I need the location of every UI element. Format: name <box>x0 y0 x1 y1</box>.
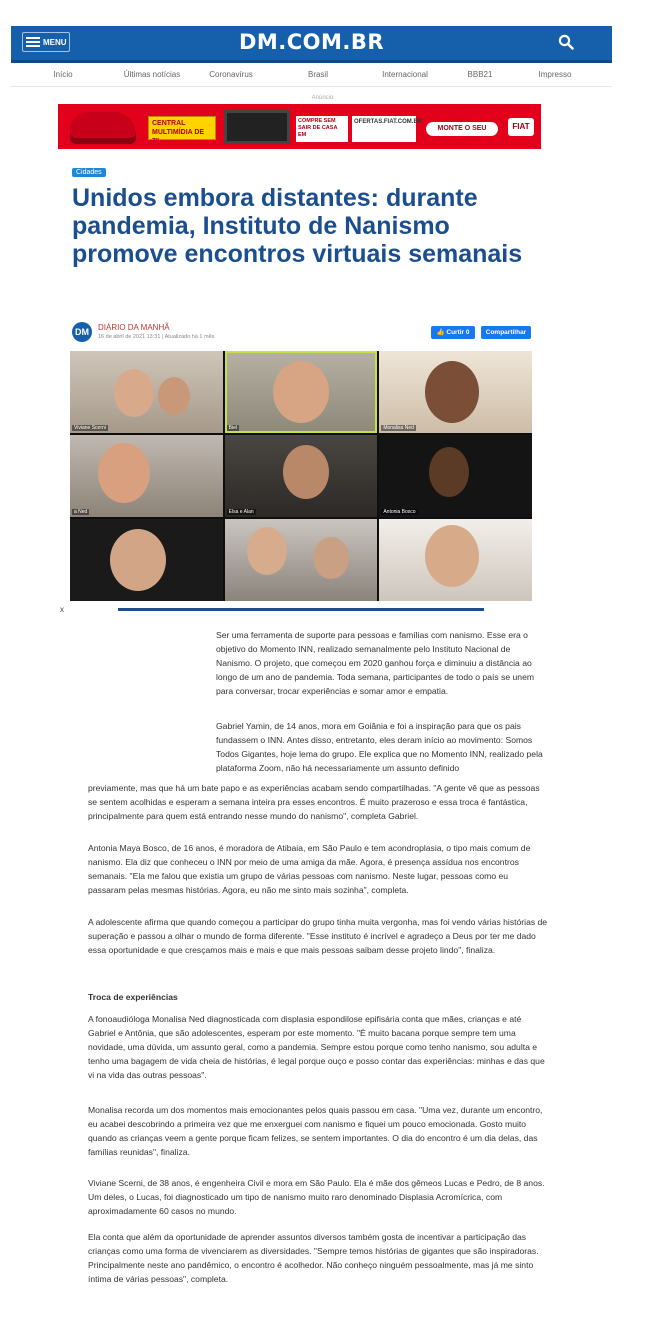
participant-name: Antonia Bosco <box>383 509 416 515</box>
nav-item-bbb21[interactable]: BBB21 <box>467 70 493 79</box>
participant-name: a Ned <box>74 509 88 515</box>
article-paragraph: Viviane Scerni, de 38 anos, é engenheira Civil e mora em São Paulo. Ela é mãe dos gêmeos Lucas e Pedro, de 8 anos. Um deles, o Lucas, foi diagnosticado um tipo de nanismo muito raro denominado Displasia Acromícrica, com aproximadamente 60 casos no mundo. <box>88 1178 545 1216</box>
car-image <box>70 112 136 144</box>
nav-item-brasil[interactable]: Brasil <box>307 70 328 79</box>
article-paragraph: Ela conta que além da oportunidade de aprender assuntos diversos também gosta de incentivar a participação das crianças como uma forma de vivenciarem as diversidades. "Sempre temos histórias de gigantes que são inspiradoras. Principalmente neste ano pandêmico, o encontro é acolhedor. Não conheço ninguém pessoalmente, mas já me sinto íntima de várias pessoas", completa. <box>88 1232 539 1284</box>
photo-tile <box>225 519 378 601</box>
photo-tile <box>225 351 378 433</box>
article-title: Unidos embora distantes: durante pandemia, Instituto de Nanismo promove encontros virtuais semanais <box>72 184 523 268</box>
participant-name: Viviane Scerni <box>74 425 106 431</box>
menu-label: MENU <box>43 37 67 47</box>
site-logo[interactable]: DM.COM.BR <box>238 30 385 54</box>
article-paragraph: Monalisa recorda um dos momentos mais emocionantes pelos quais passou em casa. "Uma vez, durante um encontro, eu acabei descobrindo a primeira vez que me enxerguei com nanismo e fiquei um pouco emocionada. Gosto muito quando as crianças veem a gente porque ficam felizes, se sentem importantes. O dia do encontro é um dia delas, das famílias reunidas", finaliza. <box>88 1105 543 1157</box>
participant-name: Monalisa Ned <box>383 425 414 431</box>
photo-tile <box>70 435 223 517</box>
ad-label: Anúncio <box>311 95 334 101</box>
fiat-logo: FIAT <box>508 118 534 136</box>
photo-tile <box>379 351 532 433</box>
photo-tile <box>379 519 532 601</box>
article-paragraph: Gabriel Yamin, de 14 anos, mora em Goiânia e foi a inspiração para que os pais fundassem o INN. Antes disso, entretanto, eles deram início ao movimento: Somos Todos Gigantes, hoje lema do grupo. Ele explica que no Momento INN, realizado pela plataforma Zoom, não há necessariamente um assunto definido <box>216 721 543 773</box>
article-paragraph: Antonia Maya Bosco, de 16 anos, é moradora de Atibaia, em São Paulo e tem acondroplasia, o tipo mais comum de nanismo. Ela diz que conheceu o INN por meio de uma amiga da mãe. Agora, é presença assídua nos encontros semanais. "Ela me falou que existia um grupo de várias pessoas com nanismo. Neste lugar, pessoas como eu passaram pelas mesmas histórias. Agora, eu não me sinto mais sozinha", completa. <box>88 843 531 895</box>
thumbs-up-icon: 👍 <box>436 329 445 336</box>
progress-bar <box>118 608 484 611</box>
main-nav <box>11 64 612 87</box>
ad-subline: COMPRE SEM SAIR DE CASA EM <box>296 116 348 142</box>
participant-name: Biel <box>228 425 237 431</box>
category-badge[interactable]: Cidades <box>72 168 106 177</box>
article-paragraph: previamente, mas que há um bate papo e as experiências acabam sendo compartilhadas. "A gente vê que as pessoas se sentem acolhidas e esperam a semana inteira pra esses encontros. É muito prazeroso e essa troca é fantástica, principalmente para quem está entrando nesse mundo do nanismo", completa Gabriel. <box>88 783 540 821</box>
close-icon[interactable]: x <box>60 605 64 614</box>
ad-cta-button[interactable]: MONTE O SEU <box>426 122 498 136</box>
article-paragraph: Ser uma ferramenta de suporte para pessoas e famílias com nanismo. Esse era o objetivo do Momento INN, realizado semanalmente pelo Instituto Nacional de Nanismo. O projeto, que começou em 2020 ganhou força e diminuiu a distância ao longo de um ano de pandemia. Toda semana, participantes de todo o país se unem para conversar, trocar experiências e somar amor e empatia. <box>216 630 535 696</box>
nav-item-ultimas[interactable]: Últimas notícias <box>123 70 181 79</box>
section-subheading: Troca de experiências <box>88 992 178 1002</box>
photo-tile <box>70 351 223 433</box>
multimedia-screen-image <box>224 110 290 144</box>
photo-tile <box>70 519 223 601</box>
nav-item-coronavirus[interactable]: Coronavírus <box>209 70 253 79</box>
like-button[interactable] <box>431 326 475 339</box>
nav-item-inicio[interactable]: Início <box>53 70 73 79</box>
article-paragraph: A fonoaudióloga Monalisa Ned diagnosticada com displasia espondilose epifisária conta que mães, crianças e até Gabriel e Antônia, que são adolescentes, esperam por este momento. "É muito bacana porque sempre tem uma novidade, uma dúvida, um assunto geral, como a pandemia. Sempre estou porque como tenho nanismo, sou adulta e tenho uma bagagem de vida cheia de histórias, é legal porque ouço e posso contar das experiências: minhas e das que vi na vida das outras pessoas". <box>88 1014 545 1080</box>
site-header <box>11 26 612 63</box>
photo-tile <box>225 435 378 517</box>
search-icon[interactable] <box>558 34 574 50</box>
share-button[interactable]: Compartilhar <box>481 326 531 339</box>
article-paragraph: A adolescente afirma que quando começou a participar do grupo tinha muita vergonha, mas foi vendo várias histórias de superação e passou a olhar o mundo de forma diferente. "Esse instituto é incrível e agradeço a Deus por ter me dado essa oportunidade e que cresçamos mais e mais e que mais pessoas saibam desse projeto lindo", finaliza. <box>88 917 548 955</box>
like-label: Curtir 0 <box>446 329 470 336</box>
ad-banner[interactable] <box>58 104 541 149</box>
photo-tile <box>379 435 532 517</box>
nav-item-internacional[interactable]: Internacional <box>382 70 428 79</box>
nav-item-impresso[interactable]: Impresso <box>538 70 572 79</box>
author-name[interactable]: DIÁRIO DA MANHÃ <box>98 323 170 332</box>
author-avatar: DM <box>72 322 92 342</box>
ad-url: OFERTAS.FIAT.COM.BR <box>352 116 416 142</box>
participant-name: Elsa e Alan <box>228 509 254 515</box>
ad-headline: CENTRAL MULTIMÍDIA DE 7" <box>148 116 216 140</box>
publish-date: 16 de abril de 2021 13:31 | Atualizado há 1 mês <box>98 334 215 340</box>
article-photo <box>70 351 532 601</box>
